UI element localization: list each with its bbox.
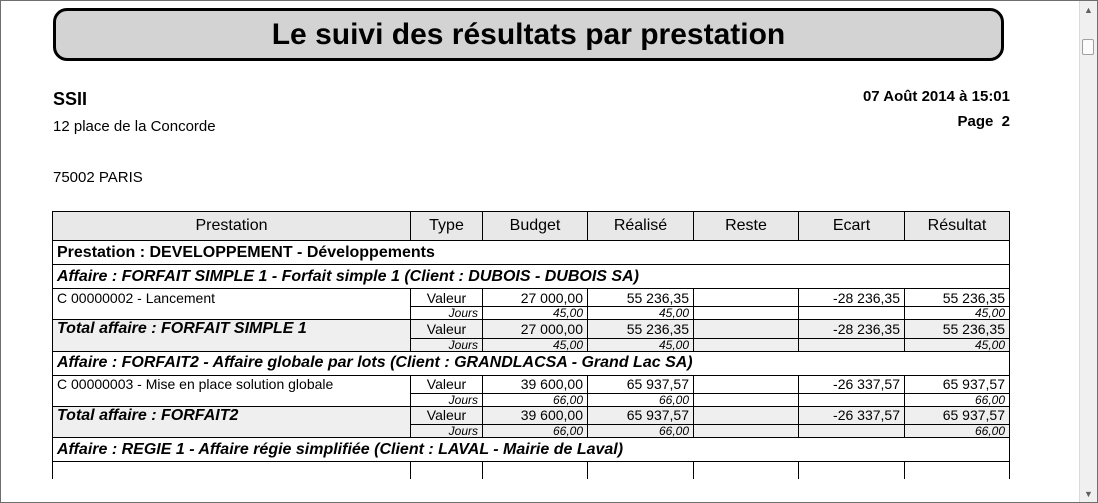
line-reste	[694, 375, 799, 393]
affaire-header-row	[53, 265, 1010, 289]
line-jours-budget: 45,00	[483, 307, 588, 320]
total-jours-ecart	[799, 425, 905, 438]
total-resultat: 65 937,57	[905, 406, 1010, 425]
total-reste	[694, 320, 799, 339]
line-label: C 00000002 - Lancement	[53, 289, 411, 307]
total-type: Valeur	[411, 406, 483, 425]
jours-spacer	[53, 393, 411, 406]
total-reste	[694, 406, 799, 425]
jours-spacer	[53, 307, 411, 320]
line-resultat: 65 937,57	[905, 375, 1010, 393]
line-jours-ecart	[799, 393, 905, 406]
line-jours-resultat: 45,00	[905, 307, 1010, 320]
line-label: C 00000003 - Mise en place solution globale	[53, 375, 411, 393]
col-header-type: Type	[411, 212, 483, 241]
col-header-realise: Réalisé	[588, 212, 694, 241]
jours-spacer	[53, 425, 411, 438]
total-jours-reste	[694, 338, 799, 351]
total-row-jours	[53, 338, 1010, 351]
table-row	[53, 289, 1010, 307]
line-realise: 55 236,35	[588, 289, 694, 307]
line-resultat	[905, 462, 1010, 480]
line-reste	[694, 289, 799, 307]
table-row	[53, 375, 1010, 393]
affaire-header-row	[53, 438, 1010, 462]
line-jours-reste	[694, 307, 799, 320]
line-jours-type: Jours	[411, 393, 483, 406]
line-ecart: -26 337,57	[799, 375, 905, 393]
total-jours-reste	[694, 425, 799, 438]
line-jours-realise: 66,00	[588, 393, 694, 406]
table-row-jours	[53, 393, 1010, 406]
total-jours-budget: 66,00	[483, 425, 588, 438]
jours-spacer	[53, 338, 411, 351]
company-address-line1: 12 place de la Concorde	[53, 118, 216, 135]
line-budget: 39 600,00	[483, 375, 588, 393]
total-row	[53, 320, 1010, 339]
table-row	[53, 462, 1010, 480]
total-realise: 65 937,57	[588, 406, 694, 425]
scroll-up-icon[interactable]: ▲	[1084, 4, 1093, 15]
line-jours-budget: 66,00	[483, 393, 588, 406]
scroll-thumb[interactable]	[1082, 39, 1094, 55]
total-ecart: -28 236,35	[799, 320, 905, 339]
affaire-header: Affaire : FORFAIT2 - Affaire globale par lots (Client : GRANDLACSA - Grand Lac SA)	[53, 351, 1010, 375]
col-header-resultat: Résultat	[905, 212, 1010, 241]
company-name: SSII	[53, 89, 88, 109]
total-type: Valeur	[411, 320, 483, 339]
total-jours-type: Jours	[411, 338, 483, 351]
line-realise	[588, 462, 694, 480]
total-jours-budget: 45,00	[483, 338, 588, 351]
total-row-jours	[53, 425, 1010, 438]
line-type	[411, 462, 483, 480]
line-realise: 65 937,57	[588, 375, 694, 393]
section-title: Prestation : DEVELOPPEMENT - Développements	[53, 241, 1010, 265]
total-jours-realise: 66,00	[588, 425, 694, 438]
line-reste	[694, 462, 799, 480]
line-type: Valeur	[411, 375, 483, 393]
total-row	[53, 406, 1010, 425]
table-header-row	[53, 212, 1010, 241]
total-label: Total affaire : FORFAIT SIMPLE 1	[53, 320, 411, 339]
company-address-line2: 75002 PARIS	[53, 169, 143, 186]
report-page	[1, 1, 1081, 502]
section-row	[53, 241, 1010, 265]
total-label: Total affaire : FORFAIT2	[53, 406, 411, 425]
total-ecart: -26 337,57	[799, 406, 905, 425]
total-budget: 39 600,00	[483, 406, 588, 425]
col-header-reste: Reste	[694, 212, 799, 241]
vertical-scrollbar[interactable]	[1079, 1, 1097, 502]
line-jours-ecart	[799, 307, 905, 320]
scroll-down-icon[interactable]: ▼	[1084, 488, 1093, 499]
line-label	[53, 462, 411, 480]
line-resultat: 55 236,35	[905, 289, 1010, 307]
line-ecart: -28 236,35	[799, 289, 905, 307]
total-jours-resultat: 45,00	[905, 338, 1010, 351]
report-title-box	[53, 8, 1004, 61]
line-jours-type: Jours	[411, 307, 483, 320]
total-jours-ecart	[799, 338, 905, 351]
line-type: Valeur	[411, 289, 483, 307]
total-jours-resultat: 66,00	[905, 425, 1010, 438]
line-budget	[483, 462, 588, 480]
col-header-budget: Budget	[483, 212, 588, 241]
page-number: Page 2	[957, 113, 1010, 130]
line-jours-realise: 45,00	[588, 307, 694, 320]
total-jours-realise: 45,00	[588, 338, 694, 351]
results-table	[52, 211, 1010, 479]
total-realise: 55 236,35	[588, 320, 694, 339]
line-budget: 27 000,00	[483, 289, 588, 307]
affaire-header-row	[53, 351, 1010, 375]
affaire-header: Affaire : REGIE 1 - Affaire régie simplifiée (Client : LAVAL - Mairie de Laval)	[53, 438, 1010, 462]
report-date: 07 Août 2014 à 15:01	[862, 88, 1010, 105]
total-jours-type: Jours	[411, 425, 483, 438]
total-resultat: 55 236,35	[905, 320, 1010, 339]
report-title: Le suivi des résultats par prestation	[271, 17, 786, 51]
table-row-jours	[53, 307, 1010, 320]
line-jours-reste	[694, 393, 799, 406]
col-header-prestation: Prestation	[53, 212, 411, 241]
line-ecart	[799, 462, 905, 480]
affaire-header: Affaire : FORFAIT SIMPLE 1 - Forfait simple 1 (Client : DUBOIS - DUBOIS SA)	[53, 265, 1010, 289]
col-header-ecart: Ecart	[799, 212, 905, 241]
line-jours-resultat: 66,00	[905, 393, 1010, 406]
total-budget: 27 000,00	[483, 320, 588, 339]
